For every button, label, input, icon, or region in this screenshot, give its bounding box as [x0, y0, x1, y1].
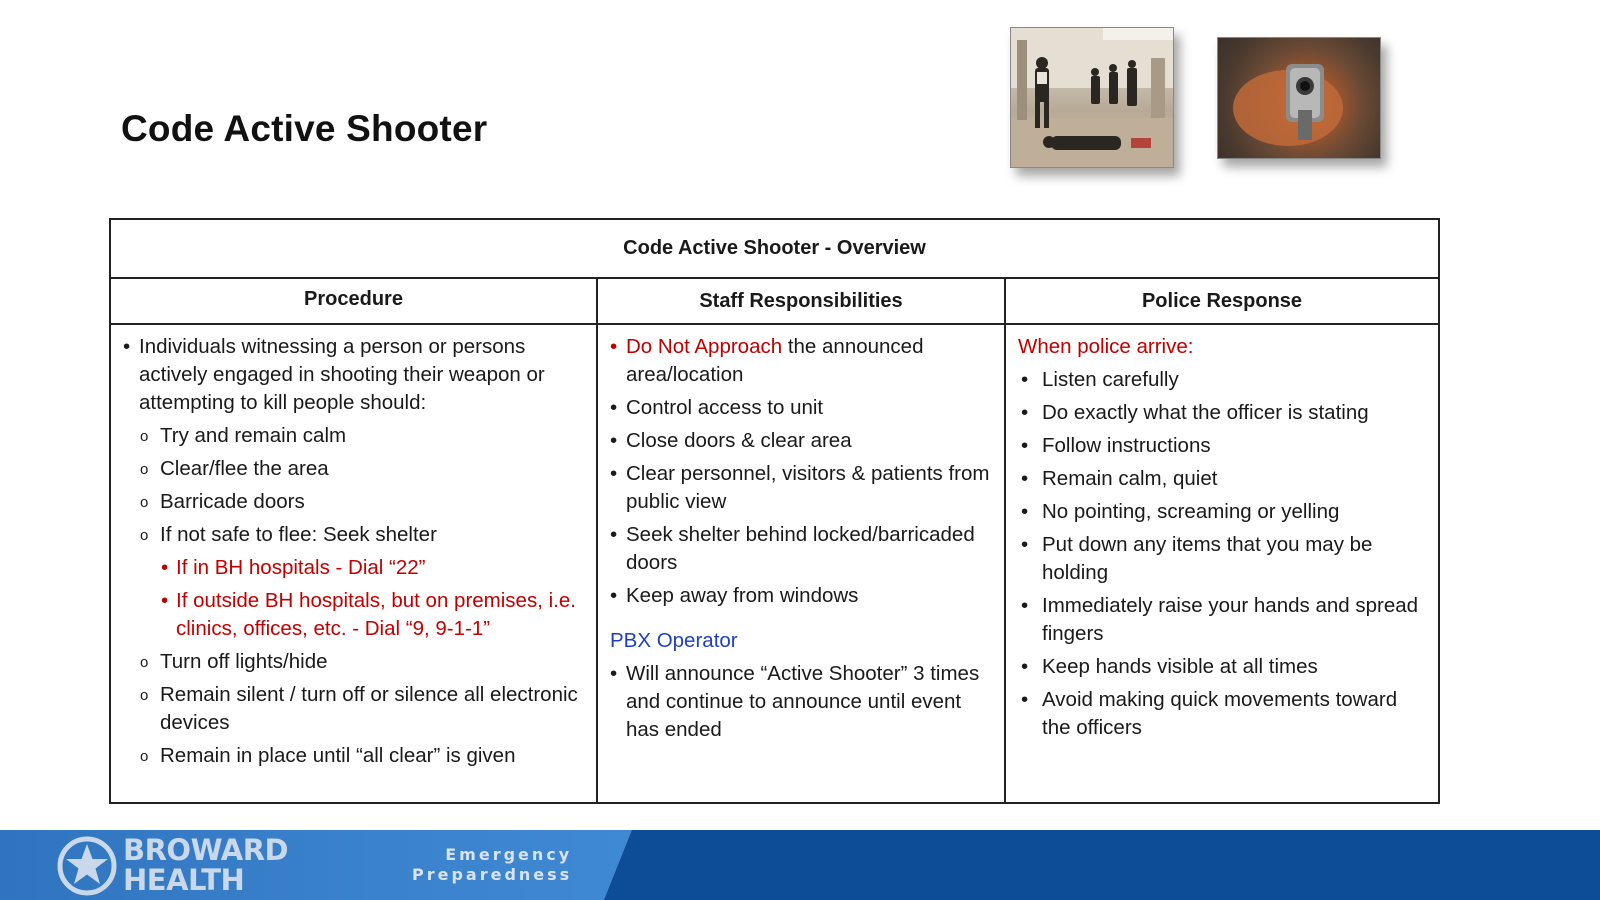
slide-title: Code Active Shooter: [121, 108, 488, 149]
procedure-intro: • Individuals witnessing a person or persons actively engaged in shooting their weapon or attempting to kill people should:: [123, 333, 586, 417]
overview-table: [109, 218, 1440, 804]
tagline-line-1: Emergency: [445, 845, 573, 864]
dial-instruction: • If outside BH hospitals, but on premises, i.e. clinics, offices, etc. - Dial “9, 9-1-1”: [123, 587, 586, 643]
procedure-step: o Barricade doors: [123, 488, 586, 516]
staff-item: • Seek shelter behind locked/barricaded doors: [610, 521, 994, 577]
police-item: • Immediately raise your hands and spread fingers: [1018, 592, 1428, 648]
procedure-step: o Turn off lights/hide: [123, 648, 586, 676]
tagline: [412, 845, 572, 885]
staff-item: [610, 333, 994, 389]
staff-item: • Clear personnel, visitors & patients from public view: [610, 460, 994, 516]
police-item: • Listen carefully: [1018, 366, 1428, 394]
procedure-step: o If not safe to flee: Seek shelter: [123, 521, 586, 549]
staff-item-rest: the announced area/location: [626, 335, 924, 386]
do-not-approach-text: Do Not Approach: [626, 335, 783, 358]
police-item: • Remain calm, quiet: [1018, 465, 1428, 493]
pbx-operator-title: PBX Operator: [610, 629, 738, 652]
procedure-step: o Clear/flee the area: [123, 455, 586, 483]
staff-header: Staff Responsibilities: [598, 279, 1004, 325]
procedure-header: Procedure: [111, 279, 596, 325]
staff-item: • Close doors & clear area: [610, 427, 994, 455]
footer-bar: [0, 830, 1600, 900]
police-body: [1006, 325, 1438, 742]
staff-column: [598, 279, 1006, 802]
logo-line-1: BROWARD: [123, 833, 289, 867]
police-intro: When police arrive:: [1018, 335, 1194, 358]
police-item: • Keep hands visible at all times: [1018, 653, 1428, 681]
logo-line-2: HEALTH: [123, 863, 245, 897]
procedure-step: o Try and remain calm: [123, 422, 586, 450]
pbx-item: • Will announce “Active Shooter” 3 times and continue to announce until event has ended: [610, 660, 994, 744]
broward-health-logo: [123, 835, 288, 895]
procedure-step: o Remain silent / turn off or silence all electronic devices: [123, 681, 586, 737]
police-header: Police Response: [1006, 279, 1438, 325]
staff-item: • Control access to unit: [610, 394, 994, 422]
police-item: • No pointing, screaming or yelling: [1018, 498, 1428, 526]
handgun-photo: [1217, 37, 1381, 159]
staff-item: • Keep away from windows: [610, 582, 994, 610]
tagline-line-2: Preparedness: [412, 865, 573, 884]
police-item: • Put down any items that you may be holding: [1018, 531, 1428, 587]
procedure-column: [111, 279, 598, 802]
hallway-drill-photo: [1010, 27, 1174, 168]
procedure-body: [111, 325, 596, 770]
dial-instruction: • If in BH hospitals - Dial “22”: [123, 554, 586, 582]
police-item: • Follow instructions: [1018, 432, 1428, 460]
procedure-step: o Remain in place until “all clear” is given: [123, 742, 586, 770]
overview-caption: Code Active Shooter - Overview: [111, 220, 1438, 279]
staff-body: [598, 325, 1004, 744]
police-item: • Do exactly what the officer is stating: [1018, 399, 1428, 427]
police-column: [1006, 279, 1438, 802]
broward-star-icon: [57, 836, 117, 896]
police-item: • Avoid making quick movements toward the officers: [1018, 686, 1428, 742]
